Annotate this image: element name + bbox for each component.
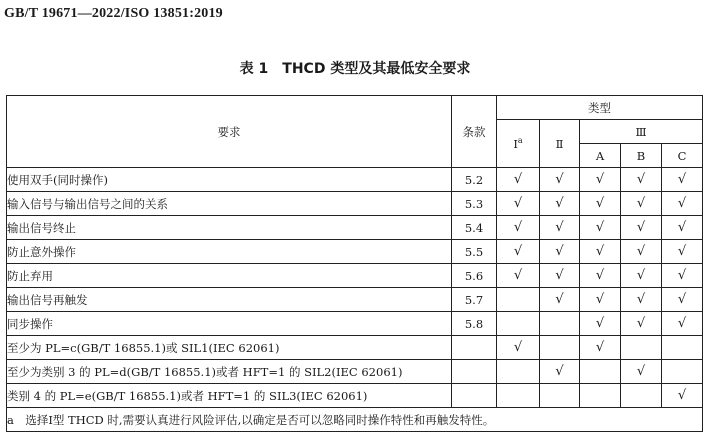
check-mark-cell: √ [621, 288, 662, 312]
empty-cell [497, 312, 540, 336]
header-sub-A: A [580, 144, 621, 168]
requirement-cell: 输入信号与输出信号之间的关系 [7, 192, 452, 216]
requirements-table [6, 95, 703, 432]
check-mark-cell: √ [540, 240, 580, 264]
check-mark-cell: √ [497, 192, 540, 216]
table-title: 表 1 THCD 类型及其最低安全要求 [239, 61, 471, 77]
empty-cell [662, 360, 703, 384]
empty-cell [497, 384, 540, 408]
check-mark-cell: √ [580, 264, 621, 288]
table-row [7, 336, 703, 360]
requirement-cell: 至少为 PL=c(GB/T 16855.1)或 SIL1(IEC 62061) [7, 336, 452, 360]
empty-cell [540, 336, 580, 360]
check-mark-cell: √ [621, 168, 662, 192]
requirement-cell: 使用双手(同时操作) [7, 168, 452, 192]
check-mark-cell: √ [621, 360, 662, 384]
table-row [7, 360, 703, 384]
check-mark-cell: √ [662, 216, 703, 240]
header-type-group: 类型 [497, 96, 703, 120]
check-mark-cell: √ [580, 192, 621, 216]
clause-cell: 5.2 [452, 168, 497, 192]
table-row [7, 264, 703, 288]
empty-cell [497, 288, 540, 312]
requirement-cell: 至少为类别 3 的 PL=d(GB/T 16855.1)或者 HFT=1 的 SIL2(IEC 62061) [7, 360, 452, 384]
check-mark-cell: √ [497, 168, 540, 192]
header-type-III: Ⅲ [580, 120, 703, 144]
check-mark-cell: √ [580, 336, 621, 360]
standard-header: GB/T 19671—2022/ISO 13851:2019 [4, 6, 223, 21]
header-type-II: Ⅱ [540, 120, 580, 168]
empty-cell [662, 336, 703, 360]
check-mark-cell: √ [497, 336, 540, 360]
clause-cell [452, 360, 497, 384]
check-mark-cell: √ [662, 384, 703, 408]
check-mark-cell: √ [662, 288, 703, 312]
empty-cell [621, 384, 662, 408]
requirement-cell: 防止弃用 [7, 264, 452, 288]
requirement-cell: 输出信号再触发 [7, 288, 452, 312]
check-mark-cell: √ [621, 216, 662, 240]
table-row [7, 288, 703, 312]
check-mark-cell: √ [497, 216, 540, 240]
check-mark-cell: √ [580, 168, 621, 192]
empty-cell [580, 384, 621, 408]
check-mark-cell: √ [580, 216, 621, 240]
requirement-cell: 类别 4 的 PL=e(GB/T 16855.1)或者 HFT=1 的 SIL3(IEC 62061) [7, 384, 452, 408]
check-mark-cell: √ [662, 168, 703, 192]
check-mark-cell: √ [621, 192, 662, 216]
table-body [7, 168, 703, 408]
table-row [7, 312, 703, 336]
check-mark-cell: √ [662, 312, 703, 336]
empty-cell [540, 312, 580, 336]
clause-cell [452, 336, 497, 360]
header-sub-B: B [621, 144, 662, 168]
table-row [7, 216, 703, 240]
check-mark-cell: √ [540, 168, 580, 192]
check-mark-cell: √ [540, 288, 580, 312]
clause-cell: 5.5 [452, 240, 497, 264]
requirement-cell: 同步操作 [7, 312, 452, 336]
header-clause: 条款 [452, 96, 497, 168]
empty-cell [621, 336, 662, 360]
empty-cell [580, 360, 621, 384]
check-mark-cell: √ [540, 192, 580, 216]
header-type-I: Ⅰ$^a$ [497, 120, 540, 168]
check-mark-cell: √ [580, 288, 621, 312]
check-mark-cell: √ [662, 264, 703, 288]
table-row [7, 384, 703, 408]
clause-cell: 5.8 [452, 312, 497, 336]
clause-cell [452, 384, 497, 408]
table-row [7, 240, 703, 264]
check-mark-cell: √ [580, 240, 621, 264]
check-mark-cell: √ [540, 360, 580, 384]
requirement-cell: 防止意外操作 [7, 240, 452, 264]
table-footnote: a 选择Ⅰ型 THCD 时,需要认真进行风险评估,以确定是否可以忽略同时操作特性和再触发特性。 [7, 408, 703, 432]
empty-cell [540, 384, 580, 408]
clause-cell: 5.4 [452, 216, 497, 240]
check-mark-cell: √ [497, 240, 540, 264]
header-requirement: 要求 [7, 96, 452, 168]
check-mark-cell: √ [540, 216, 580, 240]
clause-cell: 5.3 [452, 192, 497, 216]
check-mark-cell: √ [621, 312, 662, 336]
footnote-marker: a [517, 136, 523, 146]
check-mark-cell: √ [540, 264, 580, 288]
requirement-cell: 输出信号终止 [7, 216, 452, 240]
table-row [7, 192, 703, 216]
clause-cell: 5.6 [452, 264, 497, 288]
empty-cell [497, 360, 540, 384]
check-mark-cell: √ [621, 264, 662, 288]
check-mark-cell: √ [621, 240, 662, 264]
check-mark-cell: √ [662, 192, 703, 216]
check-mark-cell: √ [580, 312, 621, 336]
header-sub-C: C [662, 144, 703, 168]
check-mark-cell: √ [497, 264, 540, 288]
check-mark-cell: √ [662, 240, 703, 264]
table-row [7, 168, 703, 192]
clause-cell: 5.7 [452, 288, 497, 312]
